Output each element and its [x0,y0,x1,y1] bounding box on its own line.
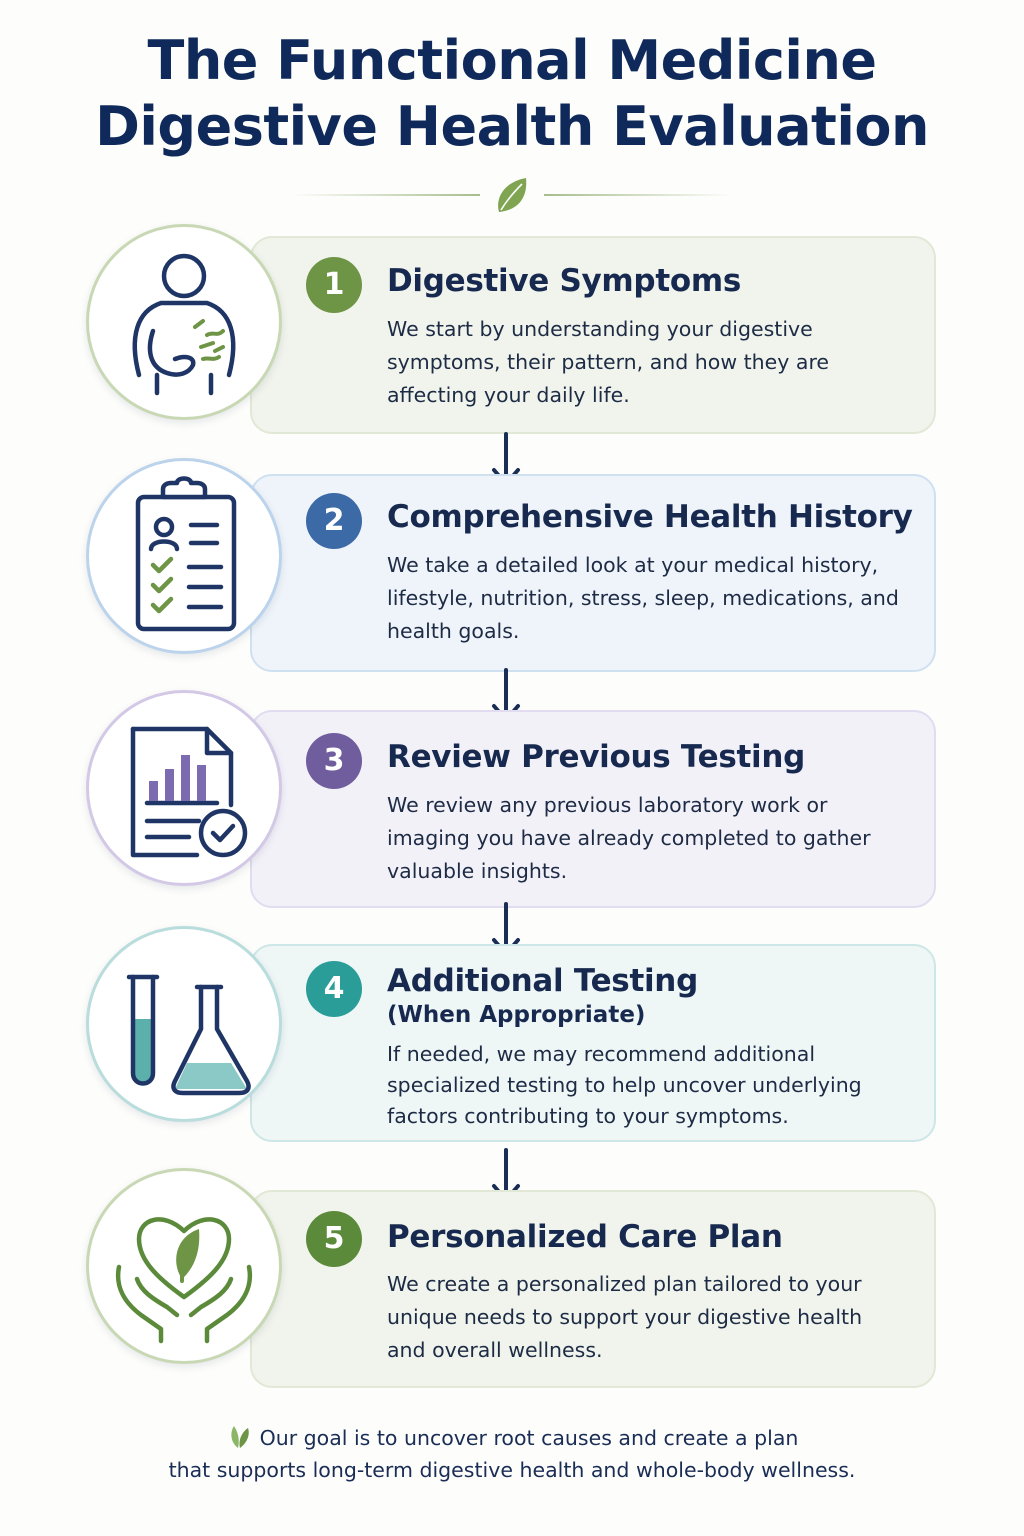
step-3-title: Review Previous Testing [387,739,805,775]
hands-heart-leaf-icon [89,1171,279,1361]
step-4-description: If needed, we may recommend additional specialized testing to help uncover underlying factors contributing to your symptoms. [387,1042,862,1128]
step-4-title: Additional Testing [387,963,698,999]
person-stomach-icon [89,227,279,417]
step-5-icon-circle [86,1168,282,1364]
step-3-description: We review any previous laboratory work or imaging you have already completed to gather valuable insights. [387,793,871,883]
report-chart-icon [89,693,279,883]
step-2-icon-circle [86,458,282,654]
step-1-description: We start by understanding your digestive symptoms, their pattern, and how they are affecting your daily life. [387,317,830,407]
step-3-badge: 3 [306,733,362,789]
footer-text-1: Our goal is to uncover root causes and create a plan [259,1426,799,1450]
title-line-2: Digestive Health Evaluation [95,95,929,158]
step-4-icon-circle [86,926,282,1122]
step-5-title: Personalized Care Plan [387,1219,783,1255]
page-title [0,28,1024,160]
step-4-badge: 4 [306,961,362,1017]
footer-line-2: that supports long-term digestive health and whole-body wellness. [168,1458,856,1482]
step-4-subtitle: (When Appropriate) [387,1002,646,1028]
clipboard-checklist-icon [89,461,279,651]
title-divider [292,176,732,216]
step-2-title: Comprehensive Health History [387,499,913,535]
step-5-badge: 5 [306,1211,362,1267]
test-tube-flask-icon [89,929,279,1119]
step-3-icon-circle [86,690,282,886]
footer-line-1 [0,1424,1024,1450]
title-line-1: The Functional Medicine [147,29,877,92]
leaf-icon [226,1424,252,1450]
step-2-description: We take a detailed look at your medical history, lifestyle, nutrition, stress, sleep, medications, and health goals. [387,553,899,643]
step-2-badge: 2 [306,493,362,549]
step-1-badge: 1 [306,257,362,313]
step-5-description: We create a personalized plan tailored to your unique needs to support your digestive health and overall wellness. [387,1272,863,1362]
leaf-icon [498,178,526,212]
step-1-title: Digestive Symptoms [387,263,741,299]
step-1-icon-circle [86,224,282,420]
